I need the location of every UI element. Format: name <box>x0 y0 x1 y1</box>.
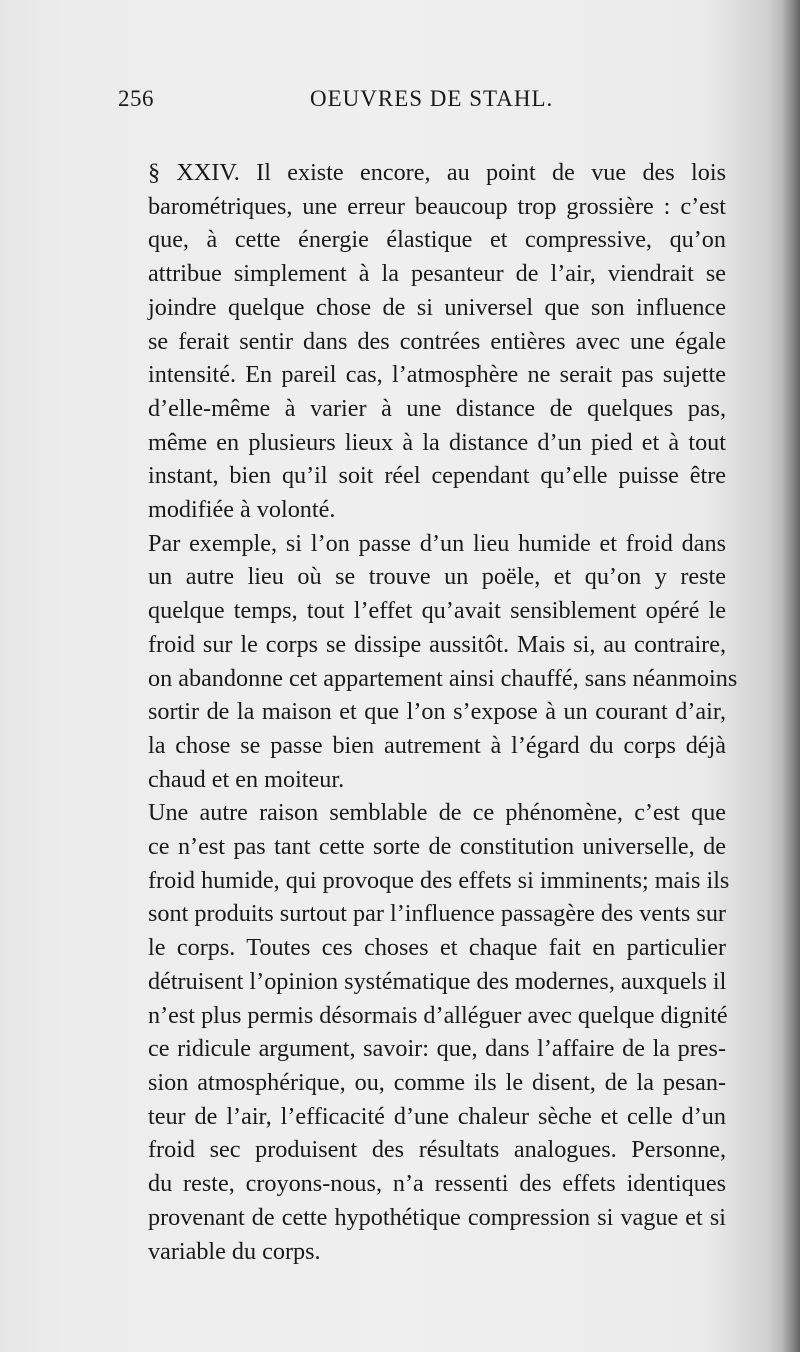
text-line: ce ridicule argument, savoir: que, dans l’affaire de la pres- <box>148 1035 726 1063</box>
paragraph-2 <box>120 527 738 797</box>
text-line: § XXIV. Il existe encore, au point de vue des lois <box>148 159 726 186</box>
text-line: joindre quelque chose de si universel que son influence <box>148 293 726 321</box>
paragraph-3 <box>120 796 730 1268</box>
text-line: quelque temps, tout l’effet qu’avait sensiblement opéré le <box>148 597 726 625</box>
text-line: Une autre raison semblable de ce phénomène, c’est que <box>148 799 726 827</box>
text-line: même en plusieurs lieux à la distance d’un pied et à tout <box>148 428 726 456</box>
text-line: froid humide, qui provoque des effets si imminents; mais ils <box>148 866 730 894</box>
text-line: chaud et en moiteur. <box>148 765 345 793</box>
text-line: Par exemple, si l’on passe d’un lieu humide et froid dans <box>148 529 726 557</box>
text-line: modifiée à volonté. <box>148 496 336 524</box>
body-text <box>120 156 738 1268</box>
page-number: 256 <box>118 86 154 111</box>
text-line: barométriques, une erreur beaucoup trop grossière : c’est <box>148 192 726 220</box>
text-line: que, à cette énergie élastique et compressive, qu’on <box>148 226 726 254</box>
text-line: sont produits surtout par l’influence passagère des vents sur <box>148 900 726 928</box>
text-line: intensité. En pareil cas, l’atmosphère ne serait pas sujette <box>148 361 726 389</box>
text-line: on abandonne cet appartement ainsi chauffé, sans néanmoins <box>148 664 738 692</box>
paragraph-1 <box>120 156 726 527</box>
text-line: instant, bien qu’il soit réel cependant qu’elle puisse être <box>148 462 726 490</box>
text-line: n’est plus permis désormais d’alléguer avec quelque dignité <box>148 1001 728 1029</box>
text-line: variable du corps. <box>148 1237 321 1265</box>
text-line: détruisent l’opinion systématique des modernes, auxquels il <box>148 967 727 995</box>
text-line: le corps. Toutes ces choses et chaque fait en particulier <box>148 934 726 962</box>
text-line: se ferait sentir dans des contrées entières avec une égale <box>148 327 726 355</box>
text-line: un autre lieu où se trouve un poële, et qu’on y reste <box>148 563 726 591</box>
text-line: teur de l’air, l’efficacité d’une chaleur sèche et celle d’un <box>148 1102 726 1130</box>
page-header <box>118 86 718 120</box>
text-line: ce n’est pas tant cette sorte de constitution universelle, de <box>148 833 726 861</box>
page-edge-shadow <box>782 0 800 1352</box>
text-line: d’elle-même à varier à une distance de quelques pas, <box>148 394 726 422</box>
text-line: froid sec produisent des résultats analogues. Personne, <box>148 1136 726 1164</box>
text-line: provenant de cette hypothétique compression si vague et si <box>148 1203 726 1231</box>
text-line: attribue simplement à la pesanteur de l’air, viendrait se <box>148 260 726 288</box>
text-line: la chose se passe bien autrement à l’égard du corps déjà <box>148 731 726 759</box>
text-line: du reste, croyons-nous, n’a ressenti des effets identiques <box>148 1170 726 1198</box>
text-line: froid sur le corps se dissipe aussitôt. Mais si, au contraire, <box>148 630 726 658</box>
text-line: sortir de la maison et que l’on s’expose à un courant d’air, <box>148 698 726 726</box>
text-line: sion atmosphérique, ou, comme ils le disent, de la pesan- <box>148 1068 726 1096</box>
running-title: OEUVRES DE STAHL. <box>310 86 554 111</box>
